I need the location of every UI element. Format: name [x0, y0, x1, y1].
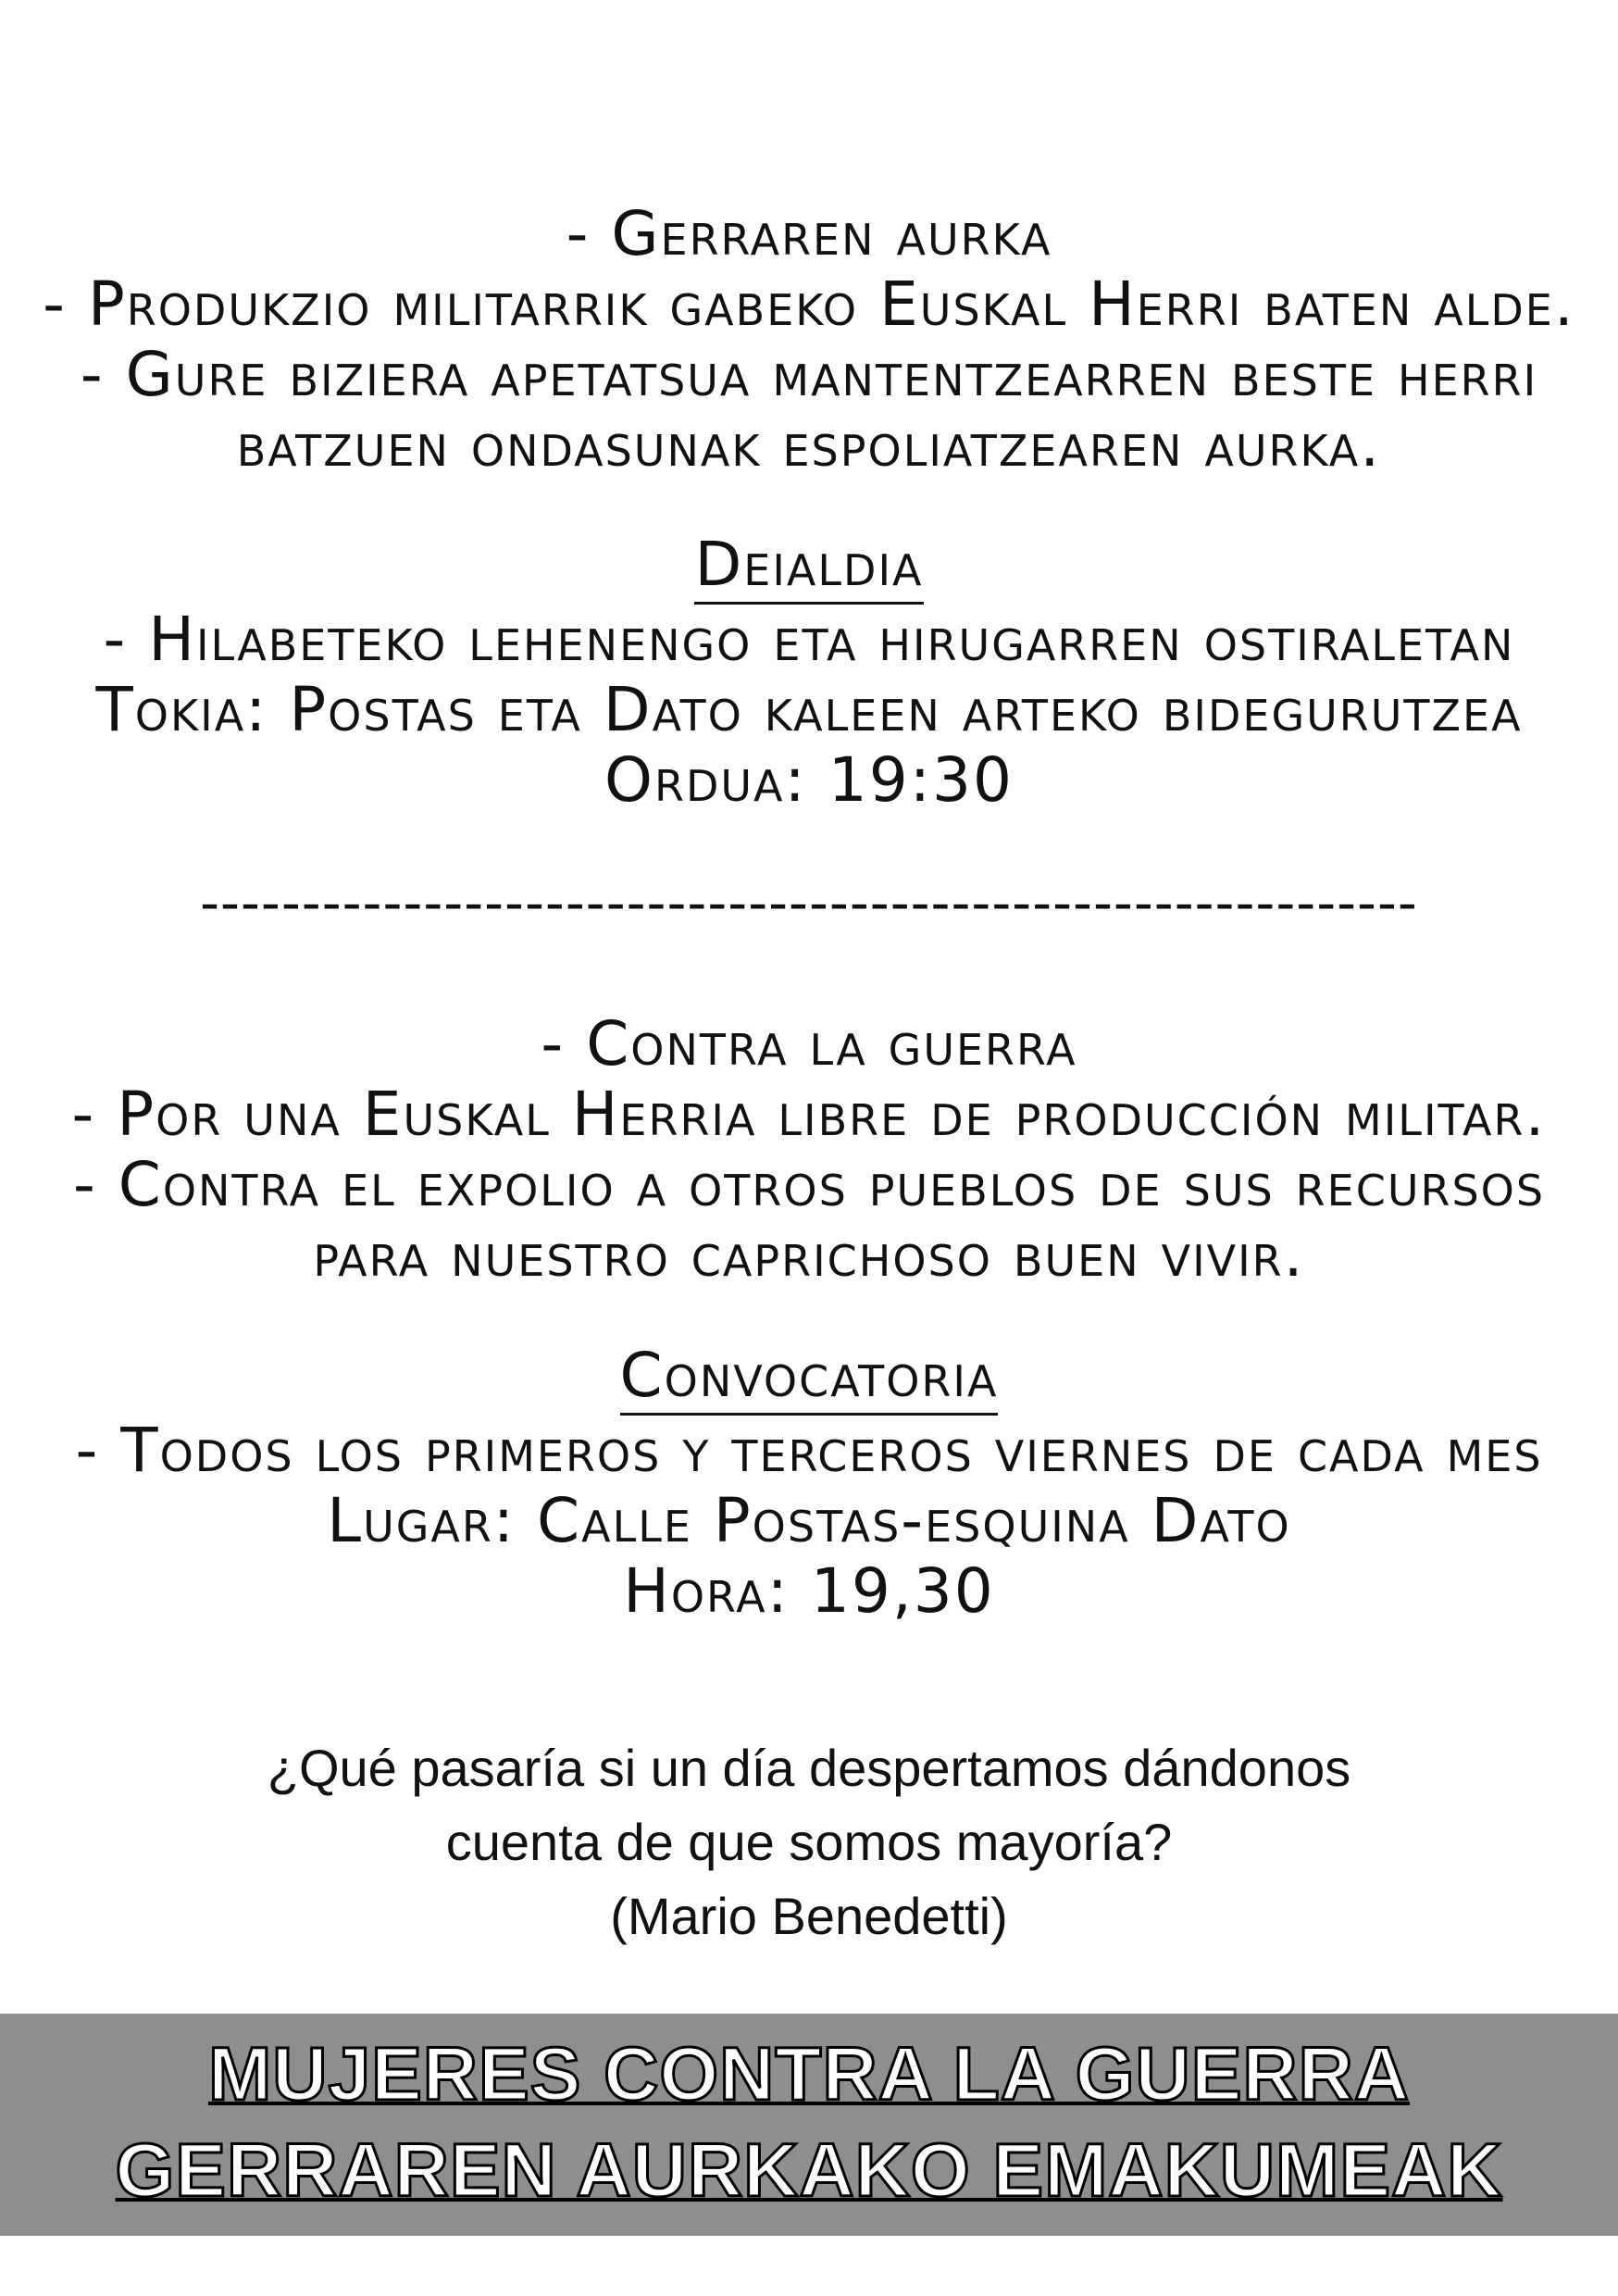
spanish-detail: - Todos los primeros y terceros viernes de cada mes: [75, 1415, 1543, 1486]
basque-heading: Deialdia: [694, 530, 923, 605]
spanish-line: - Por una Euskal Herria libre de producción militar.: [71, 1079, 1547, 1150]
quote-line: cuenta de que somos mayoría?: [445, 1813, 1173, 1871]
quote-author: (Mario Benedetti): [610, 1887, 1008, 1945]
basque-line: - Produkzio militarrik gabeko Euskal Herri baten alde.: [43, 268, 1575, 340]
banner-subtitle: GERRAREN AURKAKO EMAKUMEAK: [115, 2128, 1503, 2213]
spanish-line: para nuestro caprichoso buen vivir.: [313, 1219, 1305, 1291]
spanish-section: [0, 1009, 1618, 1291]
separator-line: ------------------------------------------------------------: [200, 871, 1418, 934]
spanish-line: - Contra el expolio a otros pueblos de sus recursos: [72, 1149, 1546, 1220]
quote-line: ¿Qué pasaría si un día despertamos dándonos: [267, 1739, 1351, 1797]
basque-detail: Ordua: 19:30: [604, 744, 1014, 816]
spanish-call-section: [0, 1341, 1618, 1627]
footer-banner: [0, 2014, 1618, 2236]
basque-line: batzuen ondasunak espoliatzearen aurka.: [236, 409, 1382, 480]
basque-detail: Tokia: Postas eta Dato kaleen arteko bidegurutzea: [95, 674, 1523, 745]
spanish-detail: Hora: 19,30: [623, 1555, 995, 1627]
spanish-heading: Convocatoria: [620, 1341, 999, 1416]
spanish-line: - Contra la guerra: [541, 1008, 1077, 1079]
basque-line: - Gerraren aurka: [566, 198, 1052, 269]
basque-line: - Gure biziera apetatsua mantentzearren beste herri: [80, 339, 1538, 410]
basque-section: [0, 199, 1618, 480]
basque-detail: - Hilabeteko lehenengo eta hirugarren ostiraletan: [103, 604, 1515, 675]
basque-call-section: [0, 530, 1618, 816]
banner-title: MUJERES CONTRA LA GUERRA: [207, 2032, 1411, 2116]
quote-block: [0, 1731, 1618, 1953]
spanish-detail: Lugar: Calle Postas-esquina Dato: [327, 1485, 1291, 1556]
